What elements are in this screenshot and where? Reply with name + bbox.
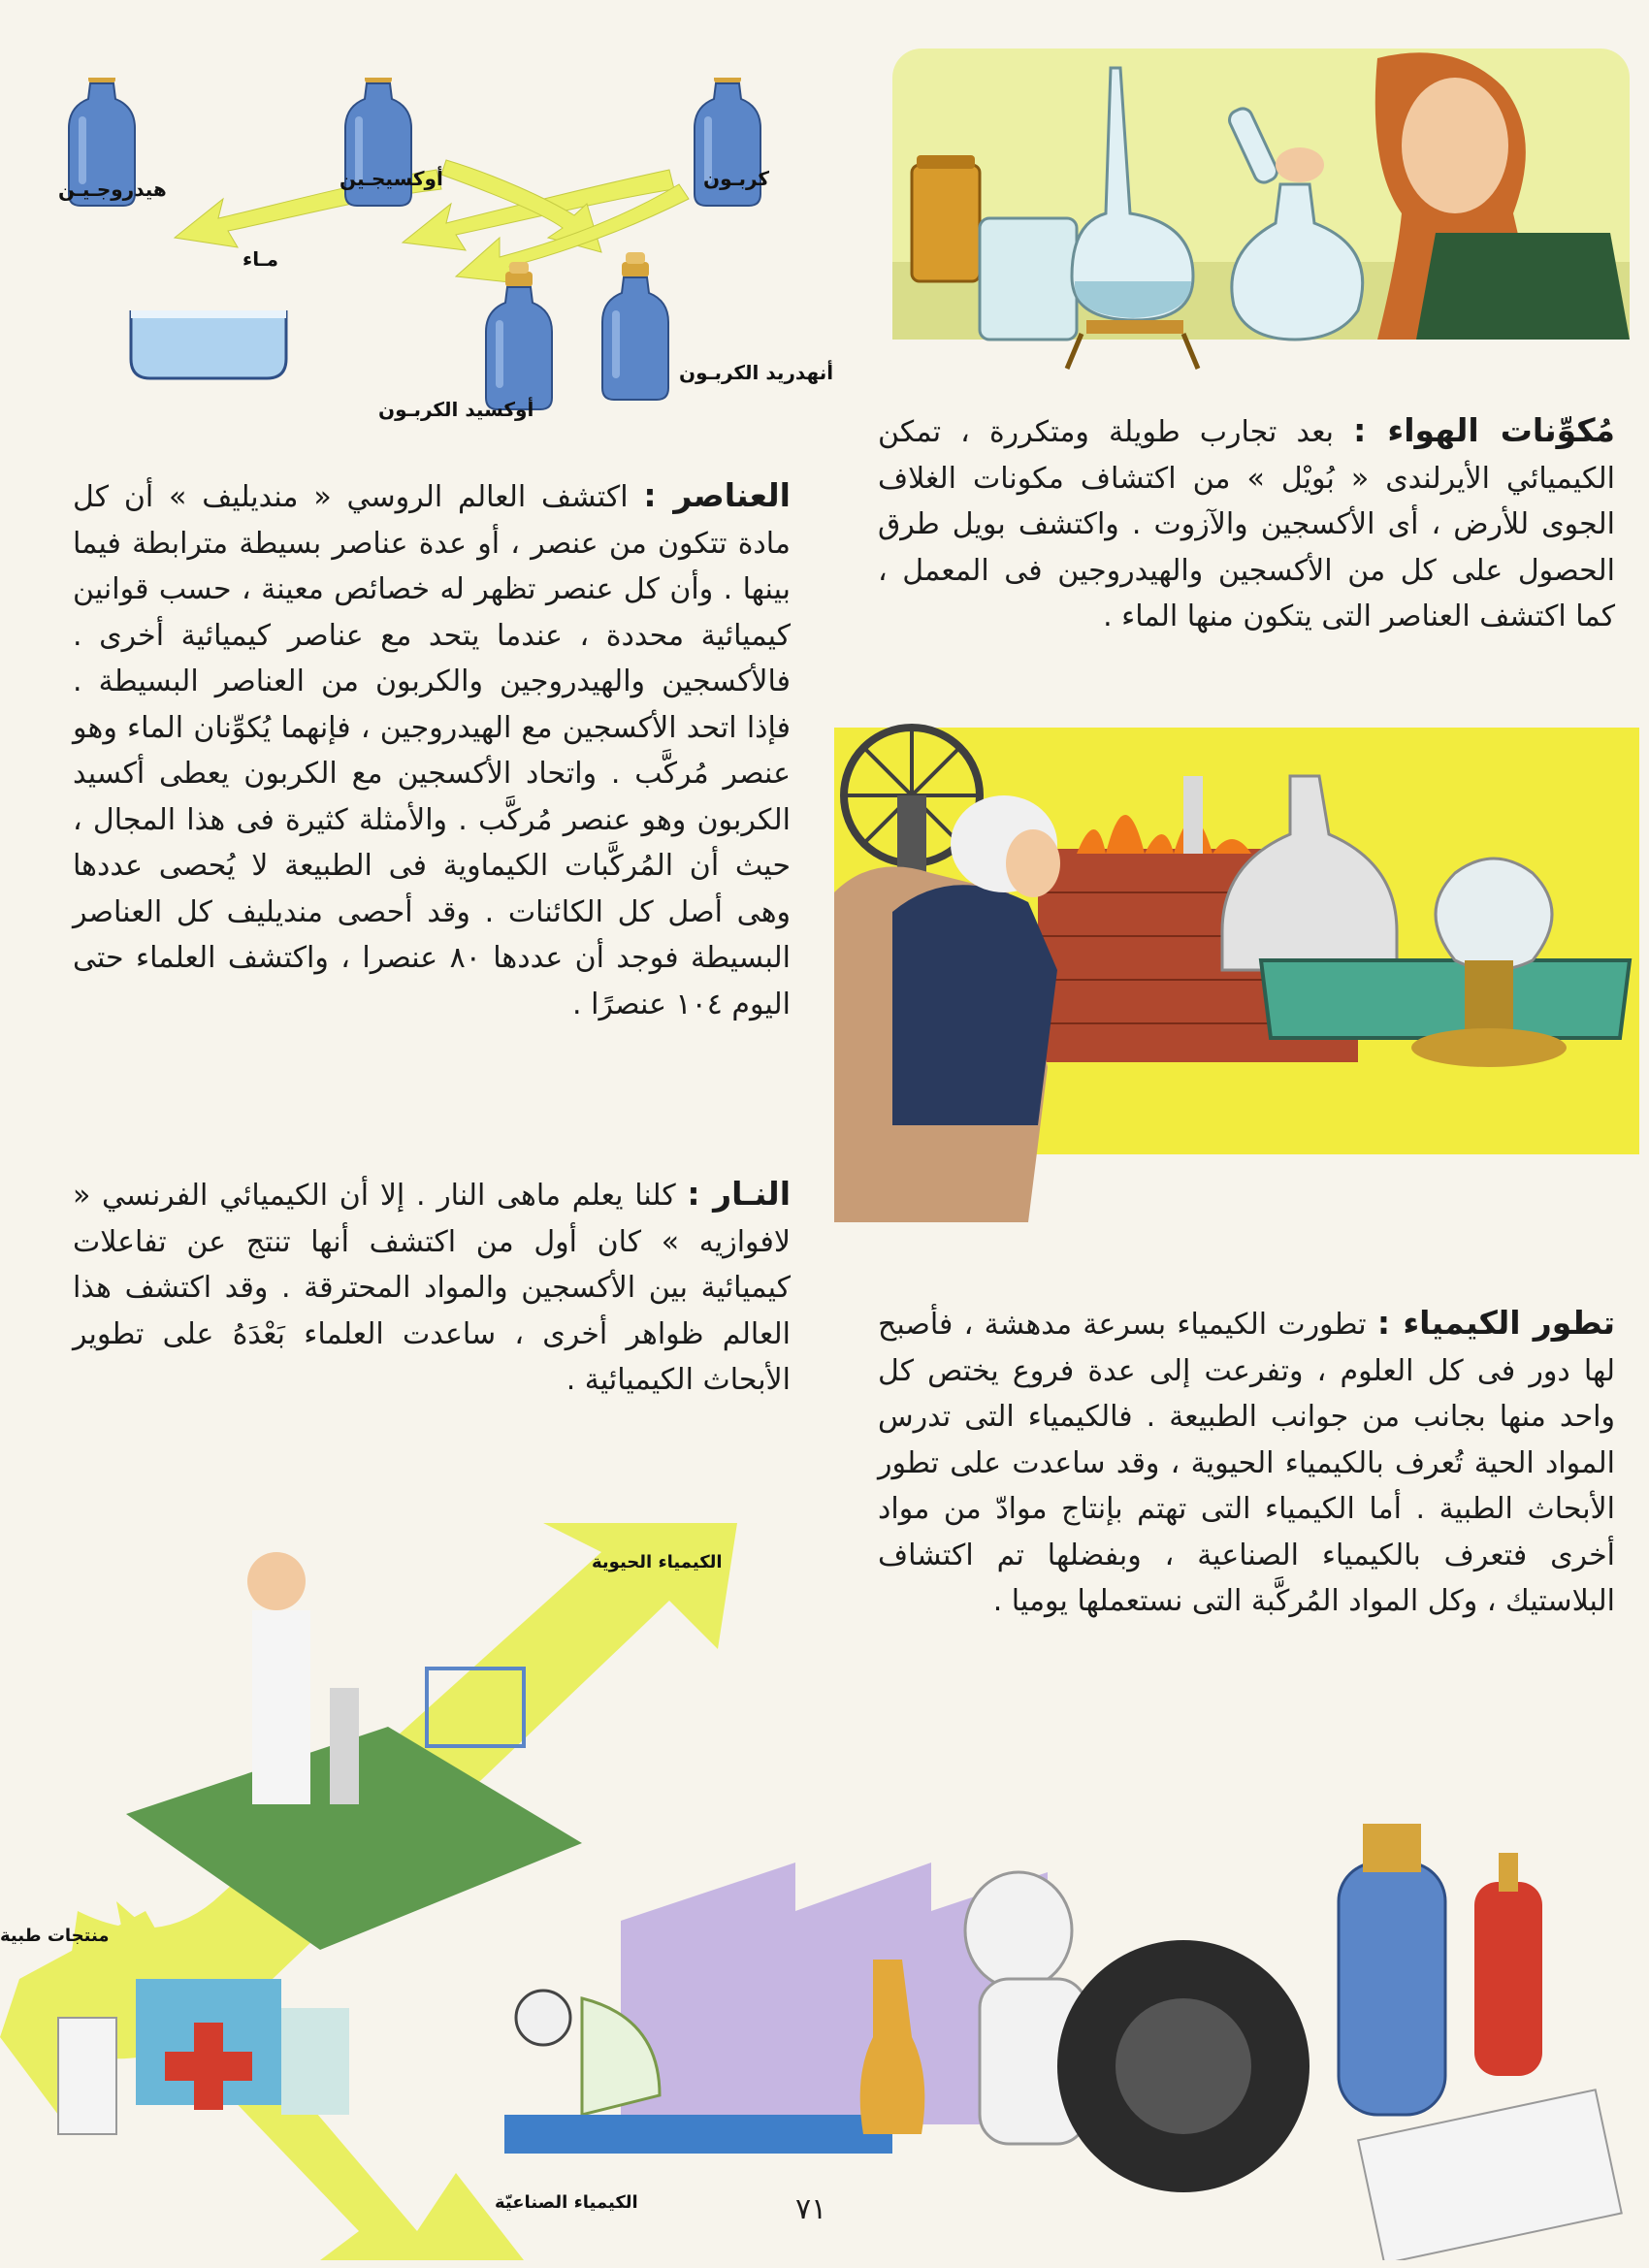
label-hydrogen: هيدروجـيـن	[58, 178, 167, 201]
section-fire	[73, 1171, 791, 1404]
label-carbon-anhydride: أنهدريد الكربـون	[679, 361, 834, 384]
label-carbon: كربـون	[703, 167, 770, 190]
body-chemistry-evolution: تطورت الكيمياء بسرعة مدهشة ، فأصبح لها دور فى كل العلوم ، وتفرعت إلى عدة فروع يختص كل واحد منها بجانب من جوانب الطبيعة . فالكيمياء التى تدرس المواد الحية تُعرف بالكيمياء الحيوية ، وقد ساعدت على تطور الأبحاث الطبية . أما الكيمياء التى تهتم بإنتاج موادّ من مواد أخرى فتعرف بالكيمياء الصناعية ، وبفضلها تم اكتشاف البلاستيك ، وكل المواد المُركَّبة التى نستعملها يوميا .	[878, 1308, 1615, 1618]
section-elements	[73, 472, 791, 1027]
label-water: مـاء	[242, 247, 278, 271]
label-industrial-chemistry: الكيمياء الصناعيّة	[495, 2192, 638, 2213]
label-carbon-oxide: أوكسيد الكربـون	[378, 398, 534, 421]
elements-diagram	[58, 78, 834, 446]
branches-illustration	[0, 1494, 1649, 2260]
label-biochemistry: الكيمياء الحيوية	[592, 1552, 723, 1572]
page-number: ٧١	[795, 2192, 827, 2226]
lavoisier-fire-illustration	[815, 718, 1649, 1242]
label-medical-products: منتجات طبية	[0, 1926, 110, 1946]
label-oxygen: أوكسيجـين	[340, 167, 443, 190]
heading-fire: النـار :	[687, 1175, 791, 1213]
combination-arrows	[58, 78, 815, 446]
heading-elements: العناصر :	[643, 476, 791, 514]
heading-chemistry-evolution: تطور الكيمياء :	[1376, 1304, 1616, 1342]
body-air-components: بعد تجارب طويلة ومتكررة ، تمكن الكيميائي الأيرلندى « بُويْل » من اكتشاف مكونات الغلاف الجوى للأرض ، أى الأكسجين والآزوت . واكتشف بويل طرق الحصول على كل من الأكسجين والهيدروجين فى المعمل ، كما اكتشف العناصر التى يتكون منها الماء .	[878, 415, 1615, 633]
body-elements: اكتشف العالم الروسي « منديليف » أن كل مادة تتكون من عنصر ، أو عدة عناصر بسيطة مترابطة فيما بينها . وأن كل عنصر تظهر له خصائص معينة ، حسب قوانين كيميائية محددة ، عندما يتحد مع عناصر كيميائية أخرى . فالأكسجين والهيدروجين والكربون من العناصر البسيطة . فإذا اتحد الأكسجين مع الهيدروجين ، فإنهما يُكوِّنان الماء وهو عنصر مُركَّب . واتحاد الأكسجين مع الكربون يعطى أكسيد الكربون وهو عنصر مُركَّب . والأمثلة كثيرة فى هذا المجال ، حيث أن المُركَّبات الكيماوية فى الطبيعة لا يُحصى عددها وهى أصل كل الكائنات . وقد أحصى منديليف كل العناصر البسيطة فوجد أن عددها ٨٠ عنصرا ، واكتشف العلماء حتى اليوم ١٠٤ عنصرًا .	[73, 480, 791, 1021]
boyle-lab-illustration	[873, 19, 1639, 398]
section-air-components	[878, 407, 1615, 640]
body-fire: كلنا يعلم ماهى النار . إلا أن الكيميائي الفرنسي « لافوازيه » كان أول من اكتشف أنها تنتج عن تفاعلات كيميائية بين الأكسجين والمواد المحترقة . وقد اكتشف هذا العالم ظواهر أخرى ، ساعدت العلماء بَعْدَهُ على تطوير الأبحاث الكيميائية .	[73, 1179, 791, 1397]
heading-air-components: مُكوِّنات الهواء :	[1353, 411, 1615, 449]
